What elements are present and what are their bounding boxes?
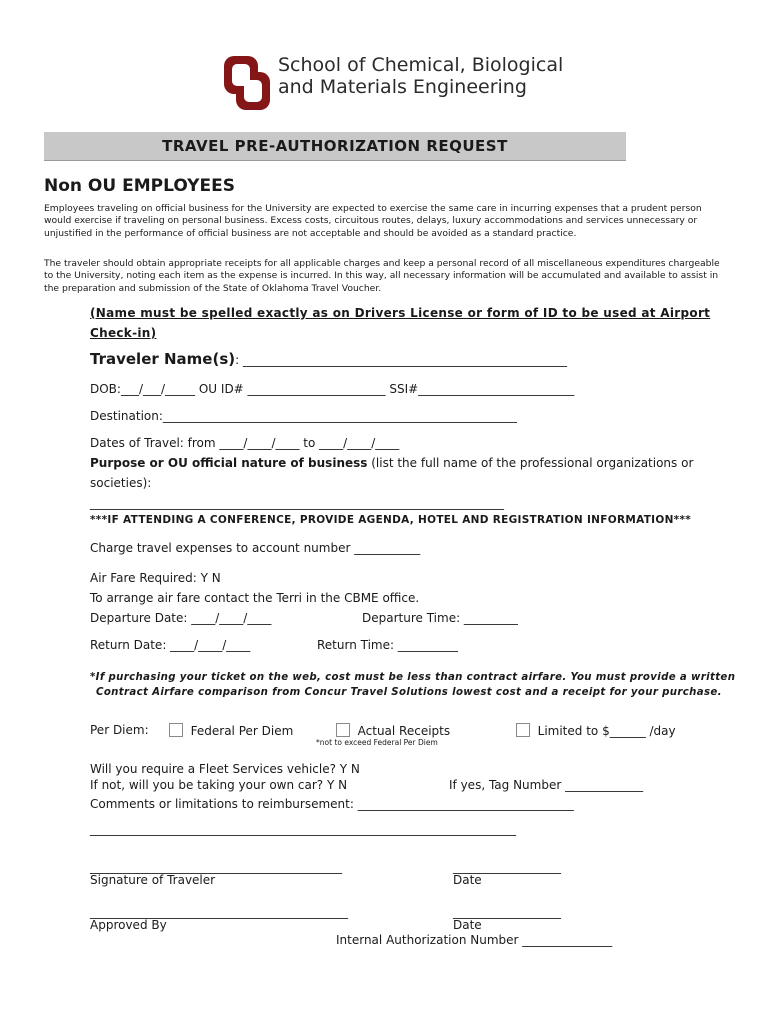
purpose-line-2: societies): [90,476,152,490]
airfare-arrange-note: To arrange air fare contact the Terri in the CBME office. [90,591,420,605]
traveler-date-label: Date [453,873,482,887]
traveler-name-field[interactable] [90,350,567,368]
traveler-name-label: Traveler Name(s) [90,350,236,368]
own-car-question[interactable]: If not, will you be taking your own car? Y N [90,778,348,792]
actual-receipts-note: *not to exceed Federal Per Diem [316,738,438,747]
fleet-vehicle-question[interactable]: Will you require a Fleet Services vehicle? Y N [90,762,360,776]
airfare-required[interactable]: Air Fare Required: Y N [90,571,221,585]
intro-paragraph-2: The traveler should obtain appropriate receipts for all applicable charges and keep a personal record of all miscellaneous expenditures chargeable to the University, noting each item as the expense is incurred. In this way, all necessary information will be accumulated and available to assist in the preparation and submission of the State of Oklahoma Travel Voucher. [44,258,720,294]
purpose-blank[interactable]: _____________________________________________________________________ [90,496,504,510]
form-title: TRAVEL PRE-AUTHORIZATION REQUEST [44,132,626,161]
departure-date-field[interactable]: Departure Date: ____/____/____ [90,611,272,625]
approved-by-label: Approved By [90,918,167,932]
section-heading: Non OU EMPLOYEES [44,176,235,196]
approved-date-line[interactable]: __________________ [453,905,561,919]
return-date-field[interactable]: Return Date: ____/____/____ [90,638,251,652]
actual-receipts-checkbox[interactable] [336,723,350,737]
comments-field[interactable]: Comments or limitations to reimbursement: ____________________________________ [90,797,574,811]
actual-receipts-label: Actual Receipts [357,724,451,738]
purpose-label: Purpose or OU official nature of business [90,456,368,470]
approved-date-label: Date [453,918,482,932]
name-spelling-notice: (Name must be spelled exactly as on Drivers License or form of ID to be used at Airport Check-in) [90,306,711,340]
destination-line[interactable]: Destination:___________________________________________________________ [90,409,517,423]
traveler-date-line[interactable]: __________________ [453,860,561,874]
dob-ouid-ssi-line[interactable]: DOB:___/___/_____ OU ID# _______________________ SSI#__________________________ [90,382,575,396]
school-name-line1: School of Chemical, Biological [278,54,564,76]
limited-to-checkbox[interactable] [516,723,530,737]
purpose-rest: (list the full name of the professional organizations or [367,456,694,470]
per-diem-federal-option[interactable] [169,723,293,738]
dates-of-travel-line[interactable]: Dates of Travel: from ____/____/____ to ____/____/____ [90,436,400,450]
purpose-line [90,456,693,470]
departure-time-field[interactable]: Departure Time: _________ [362,611,518,625]
web-purchase-note-1: *If purchasing your ticket on the web, cost must be less than contract airfare. You must provide a written [90,672,736,683]
intro-paragraph-1: Employees traveling on official business for the University are expected to exercise the same care in incurring expenses that a prudent person would exercise if traveling on personal business. Excess costs, circuitous routes, delays, luxury accommodations and services unnecessary or unjustified in the performance of official business are not acceptable and should be avoided as a standard practice. [44,203,702,239]
federal-per-diem-label: Federal Per Diem [190,724,294,738]
traveler-signature-line[interactable]: __________________________________________ [90,860,342,874]
school-name-line2: and Materials Engineering [278,76,527,98]
conference-note: ***IF ATTENDING A CONFERENCE, PROVIDE AGENDA, HOTEL AND REGISTRATION INFORMATION*** [90,514,692,526]
internal-authorization-number[interactable]: Internal Authorization Number _______________ [336,933,613,947]
limited-to-label: Limited to $______ /day [537,724,676,738]
federal-per-diem-checkbox[interactable] [169,723,183,737]
traveler-name-blank[interactable]: : ______________________________________________________ [235,353,567,367]
school-name [278,54,563,98]
ou-logo-icon [222,54,272,112]
traveler-signature-label: Signature of Traveler [90,873,216,887]
return-time-field[interactable]: Return Time: __________ [317,638,458,652]
comments-blank[interactable]: _______________________________________________________________________ [90,822,516,836]
charge-account-line[interactable]: Charge travel expenses to account number ___________ [90,541,421,555]
approved-by-line[interactable]: ___________________________________________ [90,905,348,919]
per-diem-limited-option[interactable] [516,723,676,738]
per-diem-label: Per Diem: [90,723,149,737]
web-purchase-note-2: Contract Airfare comparison from Concur Travel Solutions lowest cost and a receipt for your purchase. [96,687,722,698]
per-diem-actual-option[interactable] [336,723,450,738]
tag-number-field[interactable]: If yes, Tag Number _____________ [449,778,644,792]
